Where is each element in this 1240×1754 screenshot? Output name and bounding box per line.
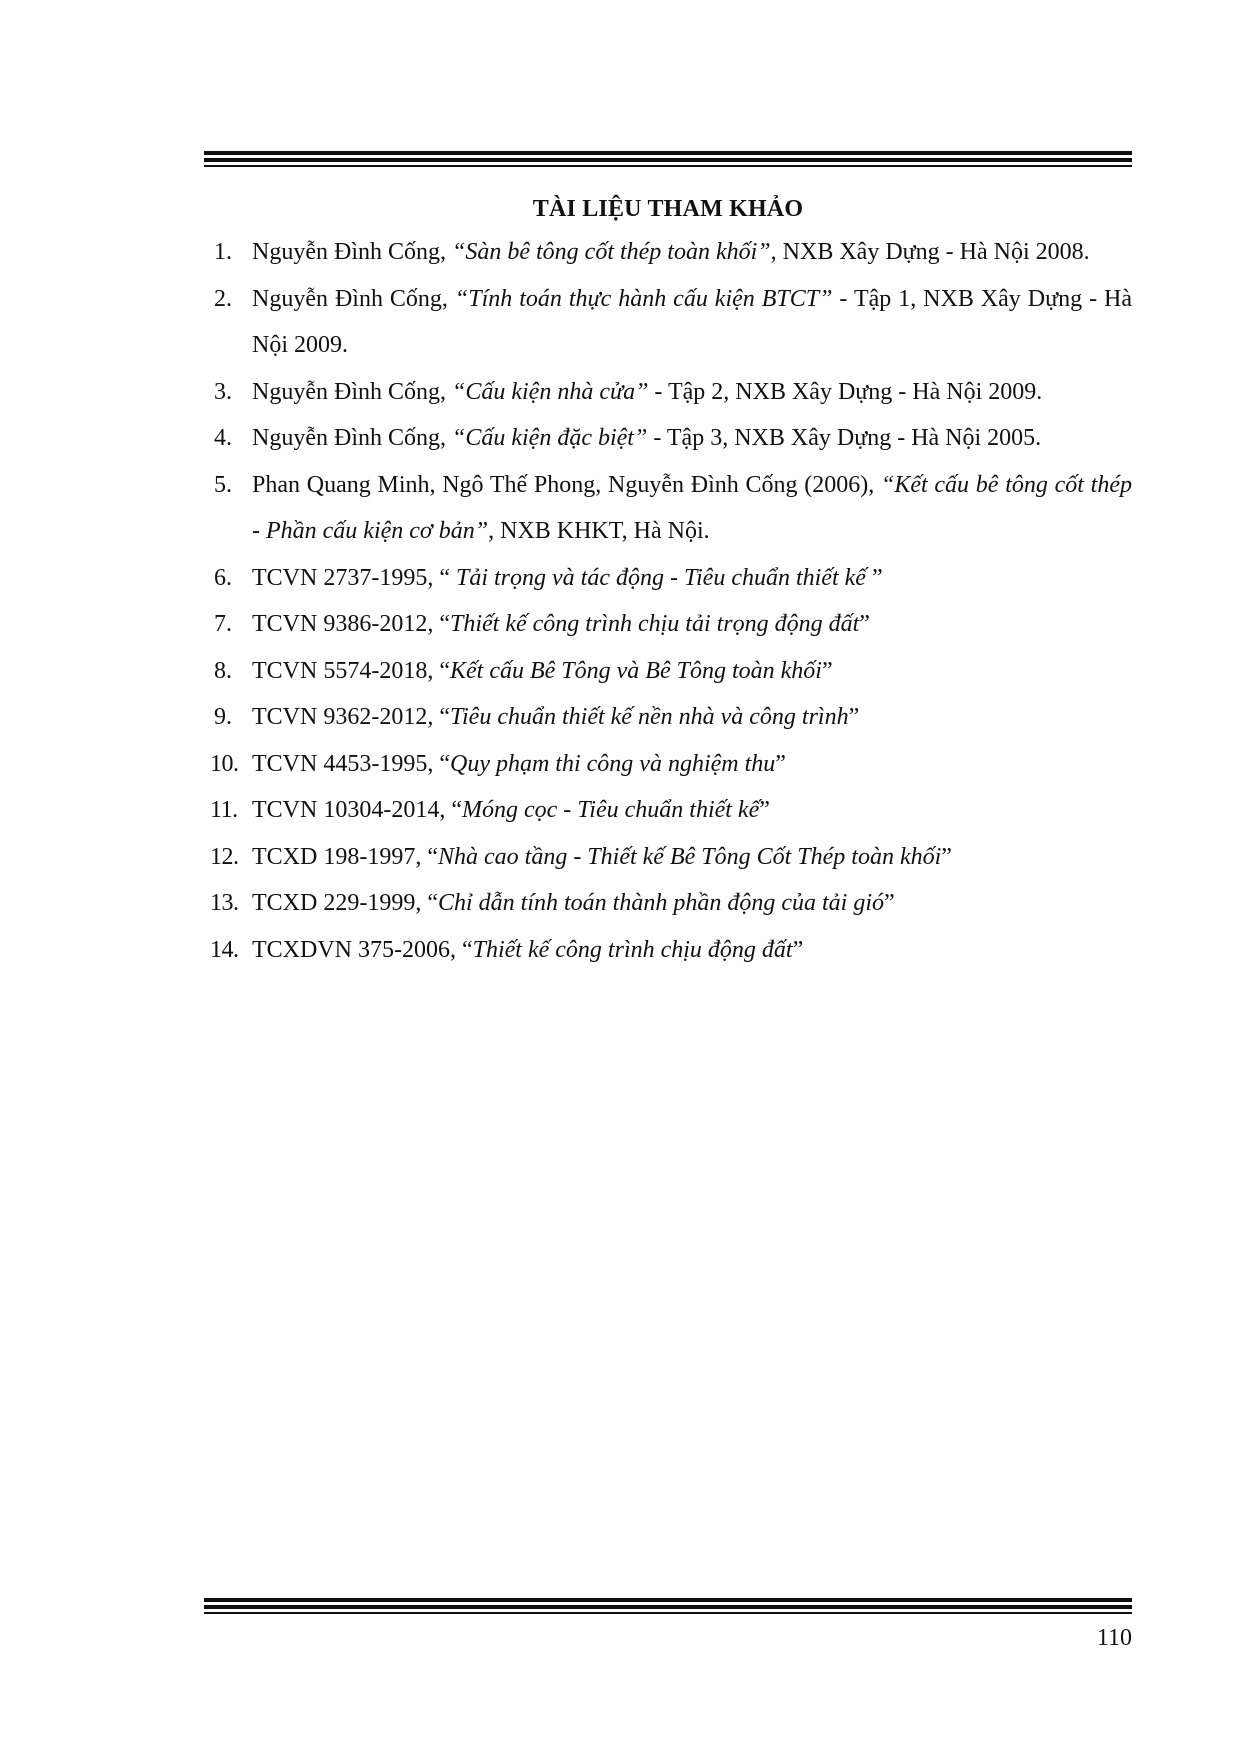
- reference-number: 4.: [214, 425, 232, 451]
- reference-title: Thiết kế công trình chịu động đất: [472, 936, 793, 963]
- reference-number: 10.: [210, 750, 239, 777]
- reference-publisher: , NXB KHKT, Hà Nội.: [488, 518, 710, 544]
- reference-authors: Nguyễn Đình Cống,: [252, 378, 452, 405]
- reference-item: [210, 927, 1132, 974]
- reference-close-quote: ”: [941, 843, 952, 870]
- reference-item: [210, 694, 1132, 741]
- reference-code: TCXDVN 375-2006, “: [252, 936, 473, 963]
- reference-close-quote: ”: [775, 750, 786, 777]
- reference-authors: Phan Quang Minh, Ngô Thế Phong, Nguyễn Đình Cống (2006),: [252, 471, 881, 498]
- reference-code: TCVN 4453-1995, “: [252, 750, 450, 777]
- reference-number: 7.: [214, 611, 232, 637]
- reference-item: [210, 229, 1132, 276]
- reference-item: [210, 880, 1132, 927]
- reference-title: Nhà cao tầng - Thiết kế Bê Tông Cốt Thép toàn khối: [437, 843, 942, 870]
- reference-publisher: - Tập 1, NXB Xây Dựng - Hà Nội 2009.: [252, 285, 1133, 358]
- reference-close-quote: ”: [848, 704, 860, 730]
- reference-list: [210, 229, 1132, 973]
- reference-publisher: - Tập 3, NXB Xây Dựng - Hà Nội 2005.: [647, 425, 1042, 451]
- reference-number: 14.: [210, 936, 239, 963]
- reference-number: 8.: [214, 657, 232, 684]
- reference-item: [210, 741, 1132, 788]
- header-rule: [204, 151, 1132, 169]
- footer-rule: [204, 1598, 1132, 1616]
- reference-close-quote: ”: [792, 936, 804, 963]
- reference-number: 1.: [214, 239, 232, 265]
- reference-title: Chỉ dẫn tính toán thành phần động của tải gió: [437, 890, 884, 916]
- reference-item: [210, 276, 1132, 369]
- reference-number: 2.: [214, 285, 232, 312]
- page-title: TÀI LIỆU THAM KHẢO: [532, 196, 804, 222]
- reference-number: 13.: [210, 890, 239, 916]
- reference-title: “Sàn bê tông cốt thép toàn khối”: [452, 239, 771, 265]
- reference-close-quote: ”: [884, 890, 895, 916]
- reference-number: 3.: [214, 378, 232, 405]
- reference-item: [210, 415, 1132, 462]
- reference-code: TCXD 229-1999, “: [252, 890, 438, 916]
- reference-number: 11.: [210, 797, 238, 823]
- reference-publisher: - Tập 2, NXB Xây Dựng - Hà Nội 2009.: [648, 378, 1043, 405]
- reference-code: TCVN 9386-2012, “: [252, 611, 450, 637]
- reference-item: [210, 369, 1132, 416]
- reference-title: Tải trọng và tác động - Tiêu chuẩn thiết kế: [455, 564, 872, 591]
- reference-title: “Kết cấu bê tông cốt thép - Phần cấu kiện cơ bản”: [252, 471, 1132, 544]
- reference-authors: Nguyễn Đình Cống,: [252, 239, 452, 265]
- reference-publisher: , NXB Xây Dựng - Hà Nội 2008.: [770, 239, 1090, 265]
- reference-title: Tiêu chuẩn thiết kế nền nhà và công trình: [449, 704, 849, 730]
- reference-number: 12.: [210, 843, 239, 870]
- reference-item: [210, 834, 1132, 881]
- reference-code: TCVN 2737-1995, “: [252, 564, 456, 591]
- reference-title: Quy phạm thi công và nghiệm thu: [449, 750, 776, 777]
- reference-number: 6.: [214, 564, 232, 591]
- reference-close-quote: ”: [821, 657, 833, 684]
- reference-item: [210, 555, 1132, 602]
- reference-number: 5.: [214, 471, 232, 498]
- reference-close-quote: ”: [871, 564, 883, 591]
- reference-title: Kết cấu Bê Tông và Bê Tông toàn khối: [449, 657, 822, 684]
- reference-item: [210, 462, 1132, 555]
- reference-item: [210, 648, 1132, 695]
- reference-authors: Nguyễn Đình Cống,: [252, 425, 452, 451]
- reference-authors: Nguyễn Đình Cống,: [252, 285, 455, 312]
- reference-code: TCVN 9362-2012, “: [252, 704, 450, 730]
- reference-title: “Cấu kiện đặc biệt”: [452, 425, 648, 451]
- reference-title: “Cấu kiện nhà cửa”: [452, 378, 649, 405]
- reference-title: “Tính toán thực hành cấu kiện BTCT”: [454, 285, 833, 312]
- reference-code: TCVN 10304-2014, “: [252, 797, 462, 823]
- page-number: 110: [1096, 1625, 1132, 1651]
- reference-title: Thiết kế công trình chịu tải trọng động đất: [449, 611, 860, 637]
- reference-code: TCVN 5574-2018, “: [252, 657, 450, 684]
- reference-close-quote: ”: [759, 797, 770, 823]
- reference-item: [210, 601, 1132, 648]
- reference-code: TCXD 198-1997, “: [252, 843, 438, 870]
- reference-item: [210, 787, 1132, 834]
- reference-close-quote: ”: [859, 611, 870, 637]
- reference-title: Móng cọc - Tiêu chuẩn thiết kế: [461, 797, 760, 823]
- reference-number: 9.: [214, 704, 232, 730]
